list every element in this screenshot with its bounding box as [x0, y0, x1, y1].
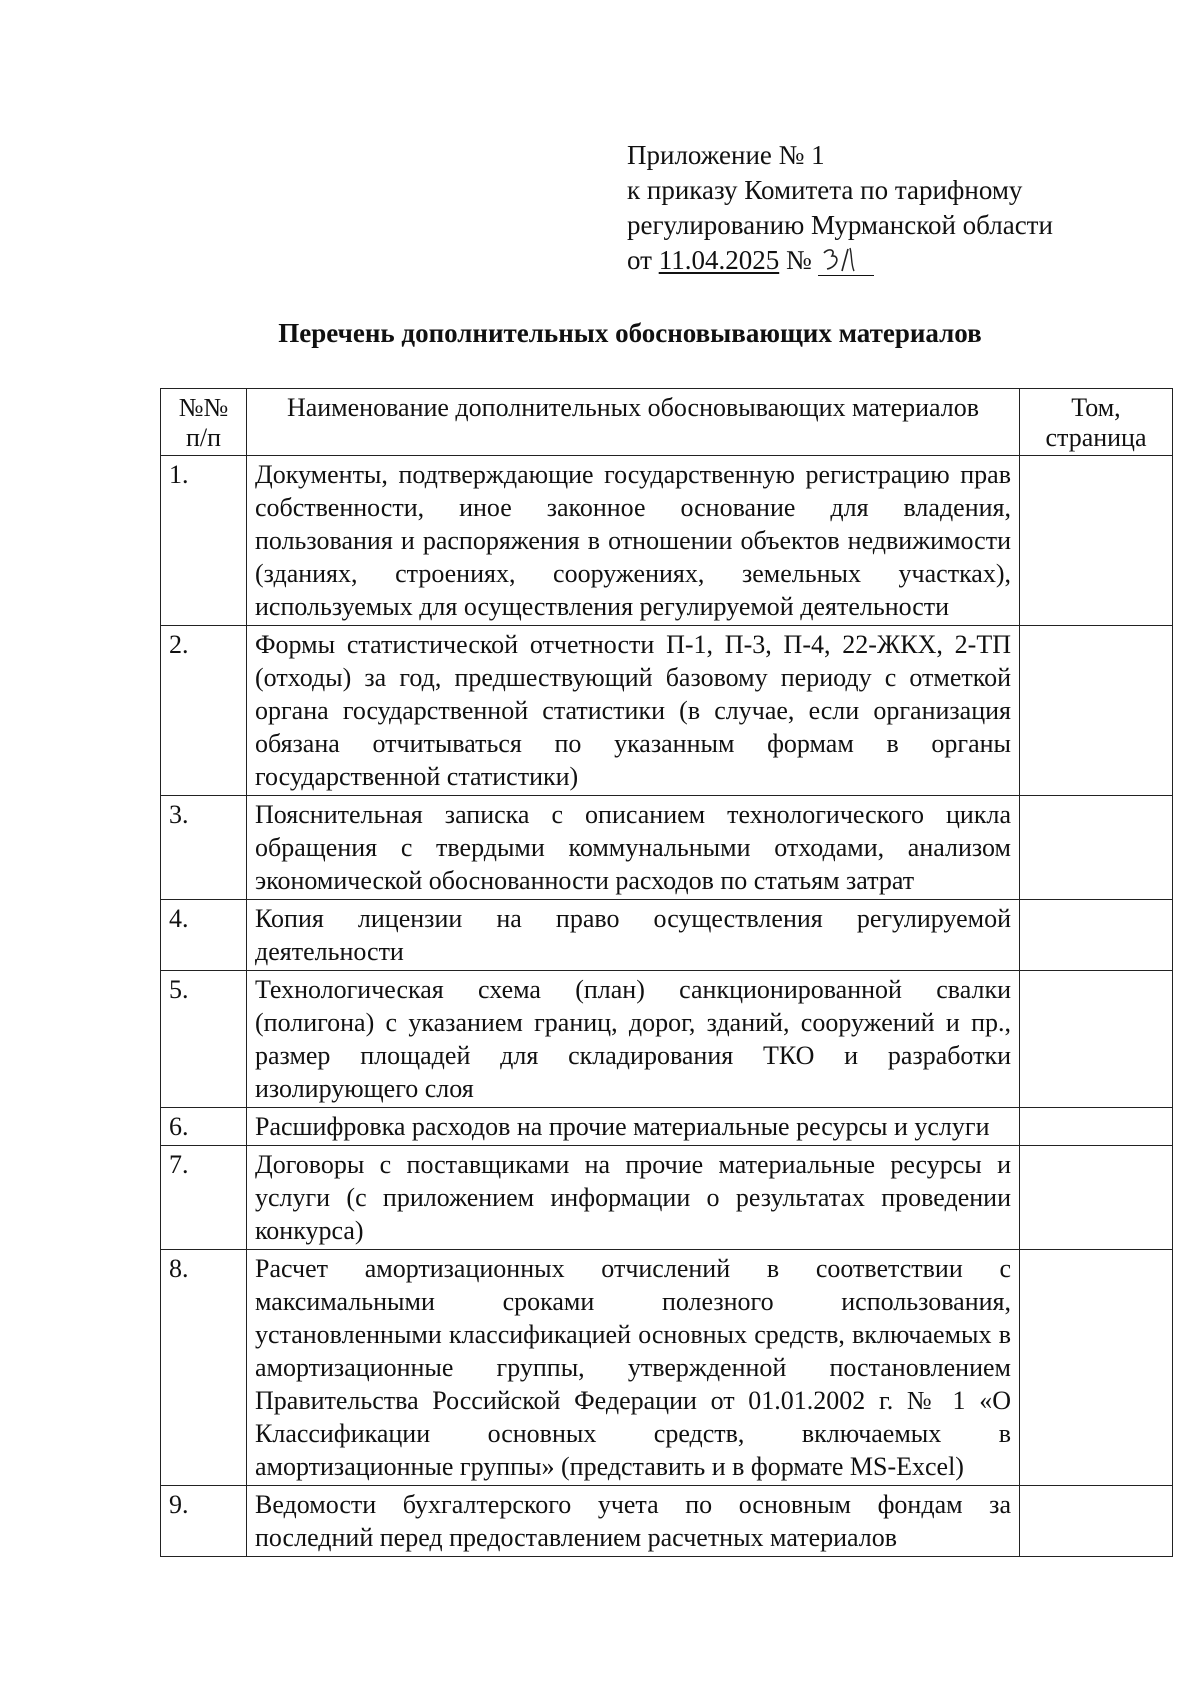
table-row [161, 626, 1173, 796]
materials-table [160, 388, 1173, 1557]
header-number: №№ п/п [161, 389, 247, 456]
table-row [161, 1146, 1173, 1250]
row-number: 5. [161, 971, 247, 1108]
table-row [161, 796, 1173, 900]
row-page [1020, 1486, 1173, 1557]
table-row [161, 1486, 1173, 1557]
row-name: Формы статистической отчетности П-1, П-3, П-4, 22-ЖКХ, 2-ТП (отходы) за год, предшествующий базовому периоду с отметкой органа государственной статистики (в случае, если организация обязана отчитываться по указанным формам в органы государственной статистики) [247, 626, 1020, 796]
handwritten-number-icon [818, 245, 874, 275]
document-title: Перечень дополнительных обосновывающих материалов [278, 318, 982, 348]
row-name: Копия лицензии на право осуществления регулируемой деятельности [247, 900, 1020, 971]
row-page [1020, 900, 1173, 971]
number-prefix: № [779, 245, 819, 275]
row-number: 6. [161, 1108, 247, 1146]
header-name: Наименование дополнительных обосновывающих материалов [247, 389, 1020, 456]
annex-header [627, 138, 1053, 278]
row-name: Документы, подтверждающие государственную регистрацию прав собственности, иное законное основание для владения, пользования и распоряжения в отношении объектов недвижимости (зданиях, строениях, сооружениях, земельных участках), используемых для осуществления регулируемой деятельности [247, 456, 1020, 626]
row-number: 1. [161, 456, 247, 626]
annex-date-line [627, 243, 1053, 278]
order-date: 11.04.2025 [658, 245, 780, 275]
annex-number: Приложение № 1 [627, 140, 825, 170]
row-page [1020, 796, 1173, 900]
row-name: Технологическая схема (план) санкционированной свалки (полигона) с указанием границ, дорог, зданий, сооружений и пр., размер площадей для складирования ТКО и разработки изолирующего слоя [247, 971, 1020, 1108]
table-row [161, 1250, 1173, 1486]
row-name: Расчет амортизационных отчислений в соответствии с максимальными сроками полезного использования, установленными классификацией основных средств, включаемых в амортизационные группы, утвержденной постановлением Правительства Российской Федерации от 01.01.2002 г. № 1 «О Классификации основных средств, включаемых в амортизационные группы» (представить и в формате MS-Excel) [247, 1250, 1020, 1486]
annex-authority: регулированию Мурманской области [627, 210, 1053, 240]
date-prefix: от [627, 245, 659, 275]
annex-order-ref: к приказу Комитета по тарифному [627, 175, 1023, 205]
row-number: 8. [161, 1250, 247, 1486]
row-page [1020, 626, 1173, 796]
header-volume-page: Том, страница [1020, 389, 1173, 456]
table-row [161, 1108, 1173, 1146]
table-row [161, 456, 1173, 626]
row-name: Расшифровка расходов на прочие материальные ресурсы и услуги [247, 1108, 1020, 1146]
row-page [1020, 456, 1173, 626]
table-row [161, 900, 1173, 971]
row-number: 4. [161, 900, 247, 971]
row-name: Ведомости бухгалтерского учета по основным фондам за последний перед предоставлением расчетных материалов [247, 1486, 1020, 1557]
order-number-handwritten [818, 245, 874, 276]
row-page [1020, 1108, 1173, 1146]
row-number: 3. [161, 796, 247, 900]
row-number: 9. [161, 1486, 247, 1557]
row-page [1020, 1146, 1173, 1250]
row-number: 7. [161, 1146, 247, 1250]
table-header-row [161, 389, 1173, 456]
table-row [161, 971, 1173, 1108]
row-name: Договоры с поставщиками на прочие материальные ресурсы и услуги (с приложением информации о результатах проведении конкурса) [247, 1146, 1020, 1250]
row-page [1020, 971, 1173, 1108]
row-number: 2. [161, 626, 247, 796]
row-page [1020, 1250, 1173, 1486]
row-name: Пояснительная записка с описанием технологического цикла обращения с твердыми коммунальными отходами, анализом экономической обоснованности расходов по статьям затрат [247, 796, 1020, 900]
